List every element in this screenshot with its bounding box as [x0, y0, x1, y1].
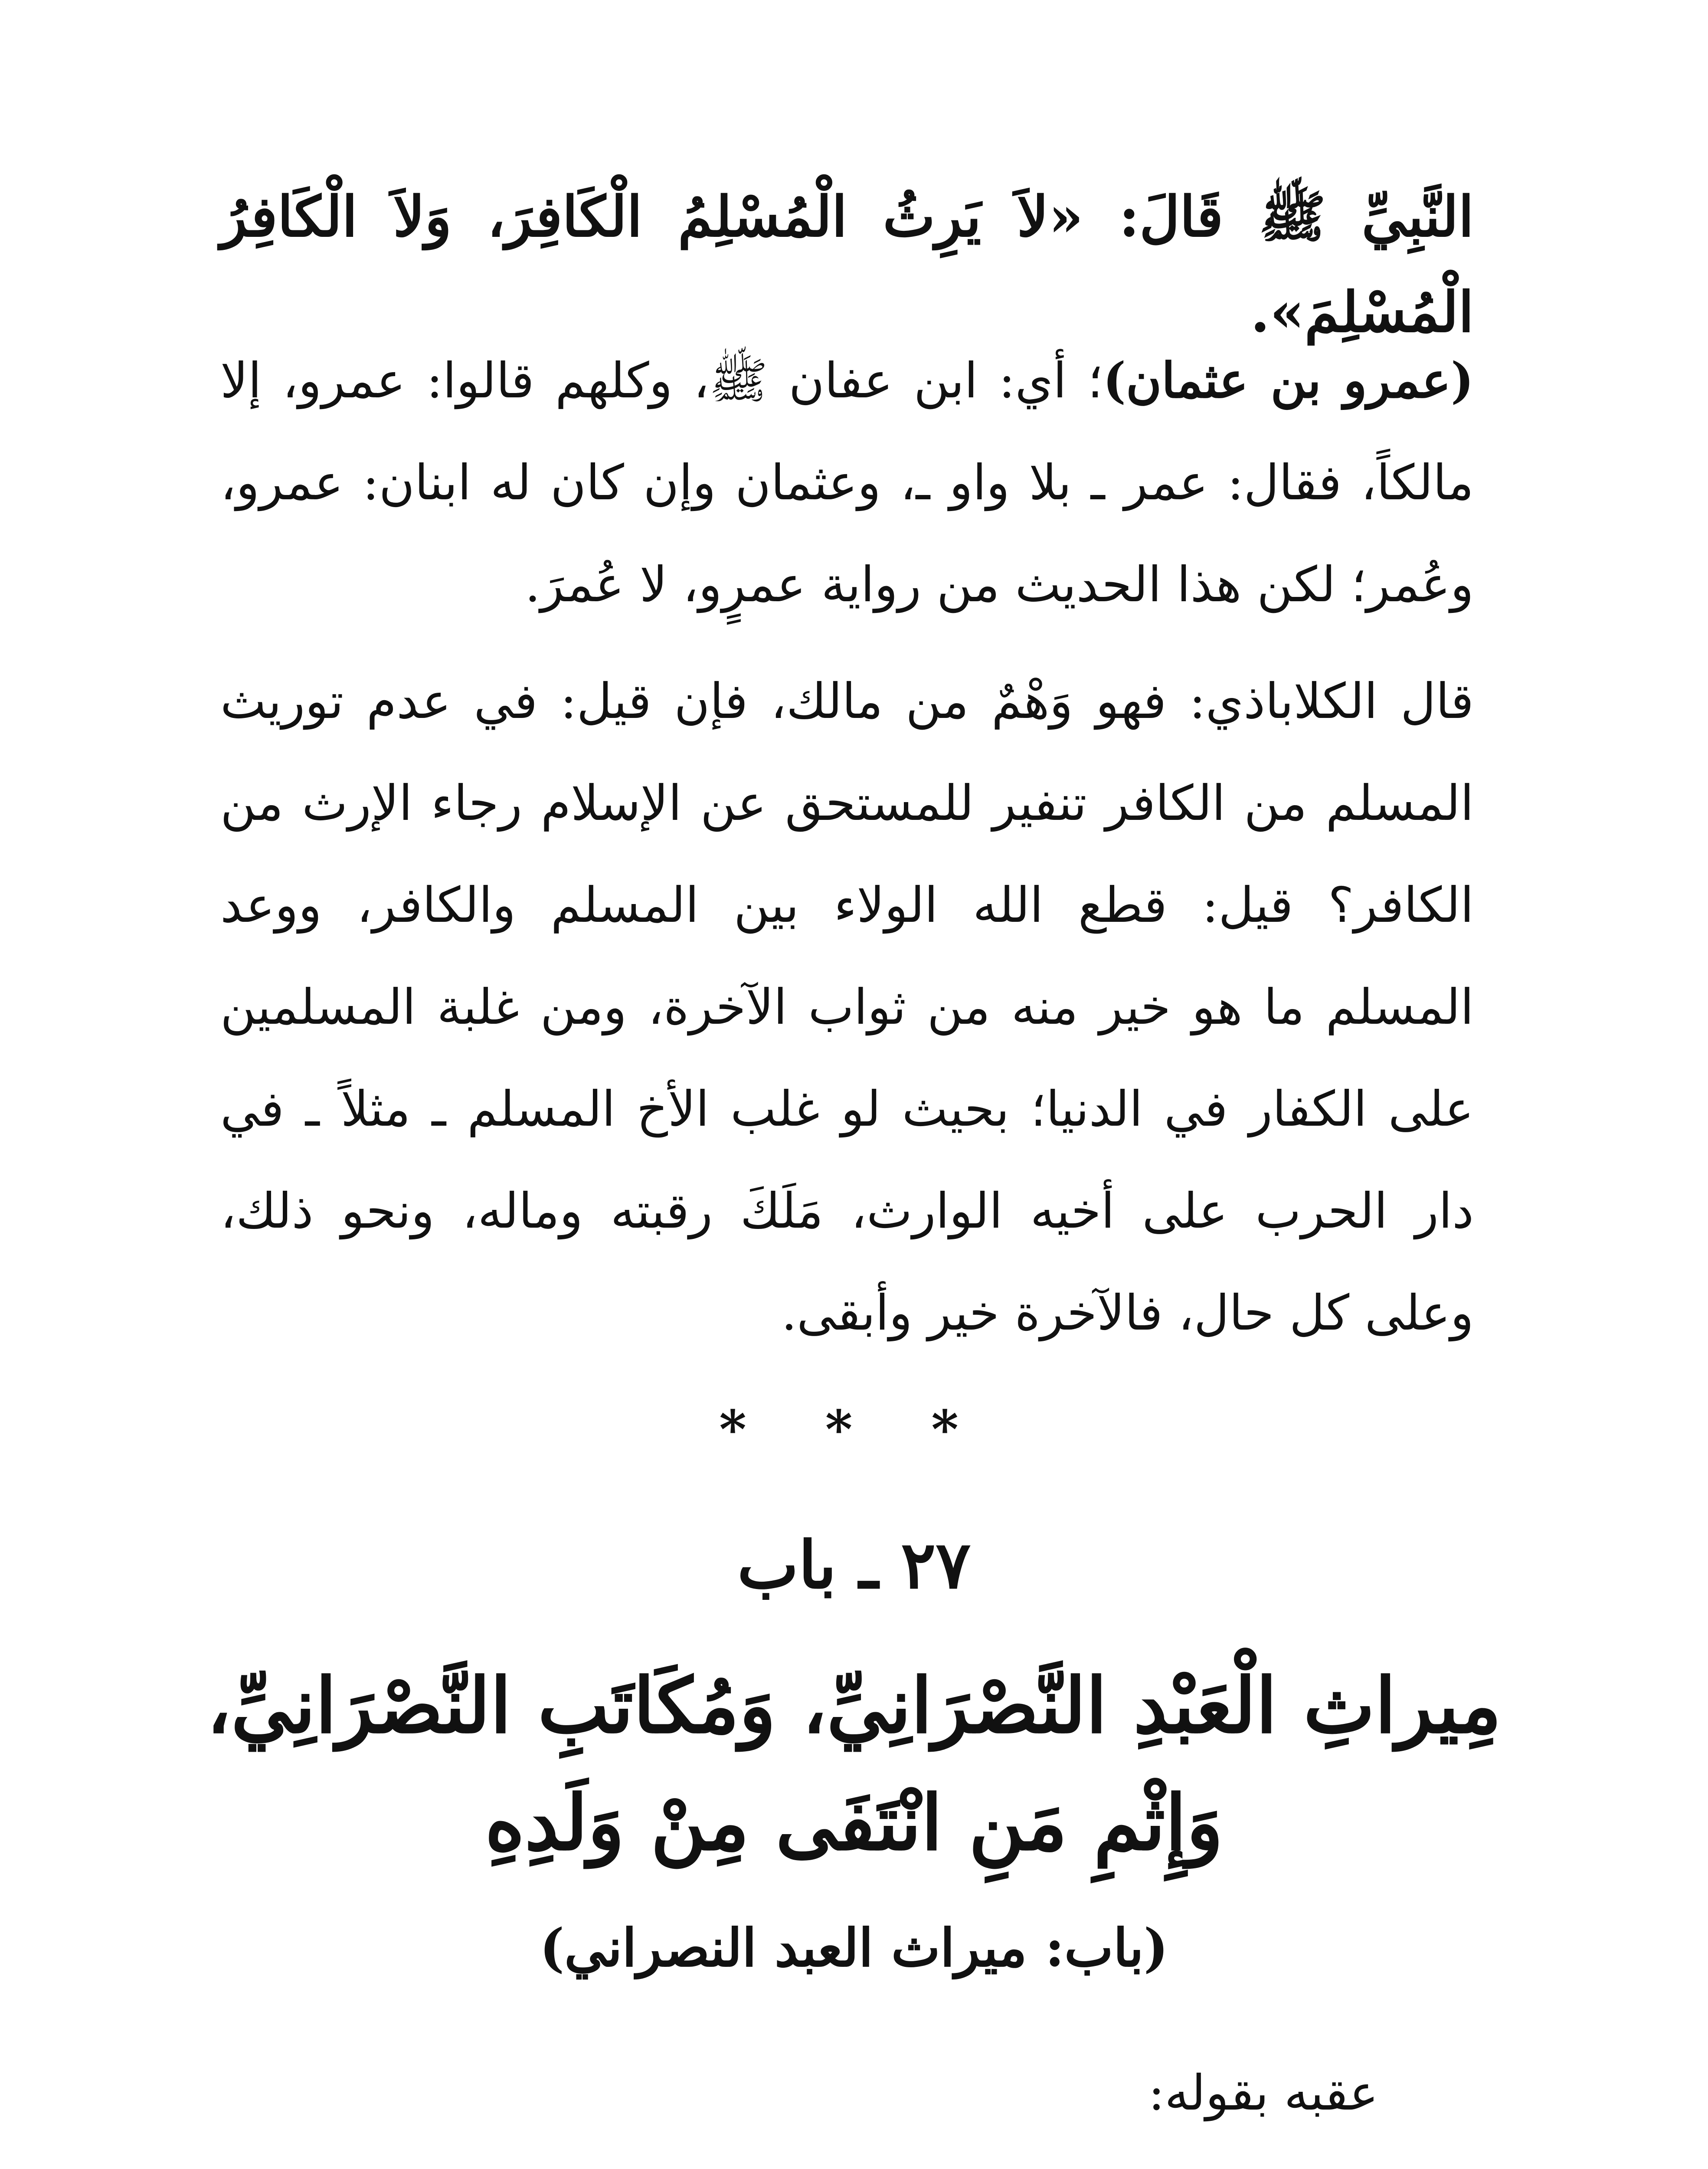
chapter-title-line-2: وَإِثْمِ مَنِ انْتَفَى مِنْ وَلَدِهِ [485, 1779, 1223, 1868]
hadith-text: النَّبِيِّ ﷺ قَالَ: «لاَ يَرِثُ الْمُسْلِمُ الْكَافِرَ، وَلاَ الْكَافِرُ الْمُسْلِمَ». [220, 184, 1474, 345]
commentary-paragraph-2: قال الكلاباذي: فهو وَهْمٌ من مالك، فإن قيل: في عدم توريث المسلم من الكافر تنفير للمستحق عن الإسلام رجاء الإرث من الكافر؟ قيل: قطع الله الولاء بين المسلم والكافر، ووعد المسلم ما هو خير منه من ثواب الآخرة، ومن غلبة المسلمين على الكفار في الدنيا؛ بحيث لو غلب الأخ المسلم ـ مثلاً ـ في دار الحرب على أخيه الوارث، مَلَكَ رقبته وماله، ونحو ذلك، وعلى كل حال، فالآخرة خير وأبقى. [220, 673, 1474, 1341]
chapter-title-line-1: مِيراثِ الْعَبْدِ النَّصْرَانِيِّ، وَمُكَاتَبِ النَّصْرَانِيِّ، [206, 1661, 1502, 1750]
commentary-note: عقبه بقوله: [1148, 2065, 1378, 2121]
section-separator: * * * [719, 1399, 989, 1460]
commentary-paragraph-1 [220, 330, 1474, 636]
sub-chapter-heading: (باب: ميراث العبد النصراني) [540, 1917, 1168, 1979]
narrator-name: (عمرو بن عثمان) [1103, 352, 1474, 409]
chapter-number: ٢٧ ـ باب [737, 1527, 971, 1603]
commentary-paragraph-1-text: ؛ أي: ابن عفان ﷺ، وكلهم قالوا: عمرو، إلا مالكاً، فقال: عمر ـ بلا واو ـ، وعثمان وإن كان له ابنان: عمرو، وعُمر؛ لكن هذا الحديث من رواية عمرٍو، لا عُمرَ. [220, 353, 1474, 613]
